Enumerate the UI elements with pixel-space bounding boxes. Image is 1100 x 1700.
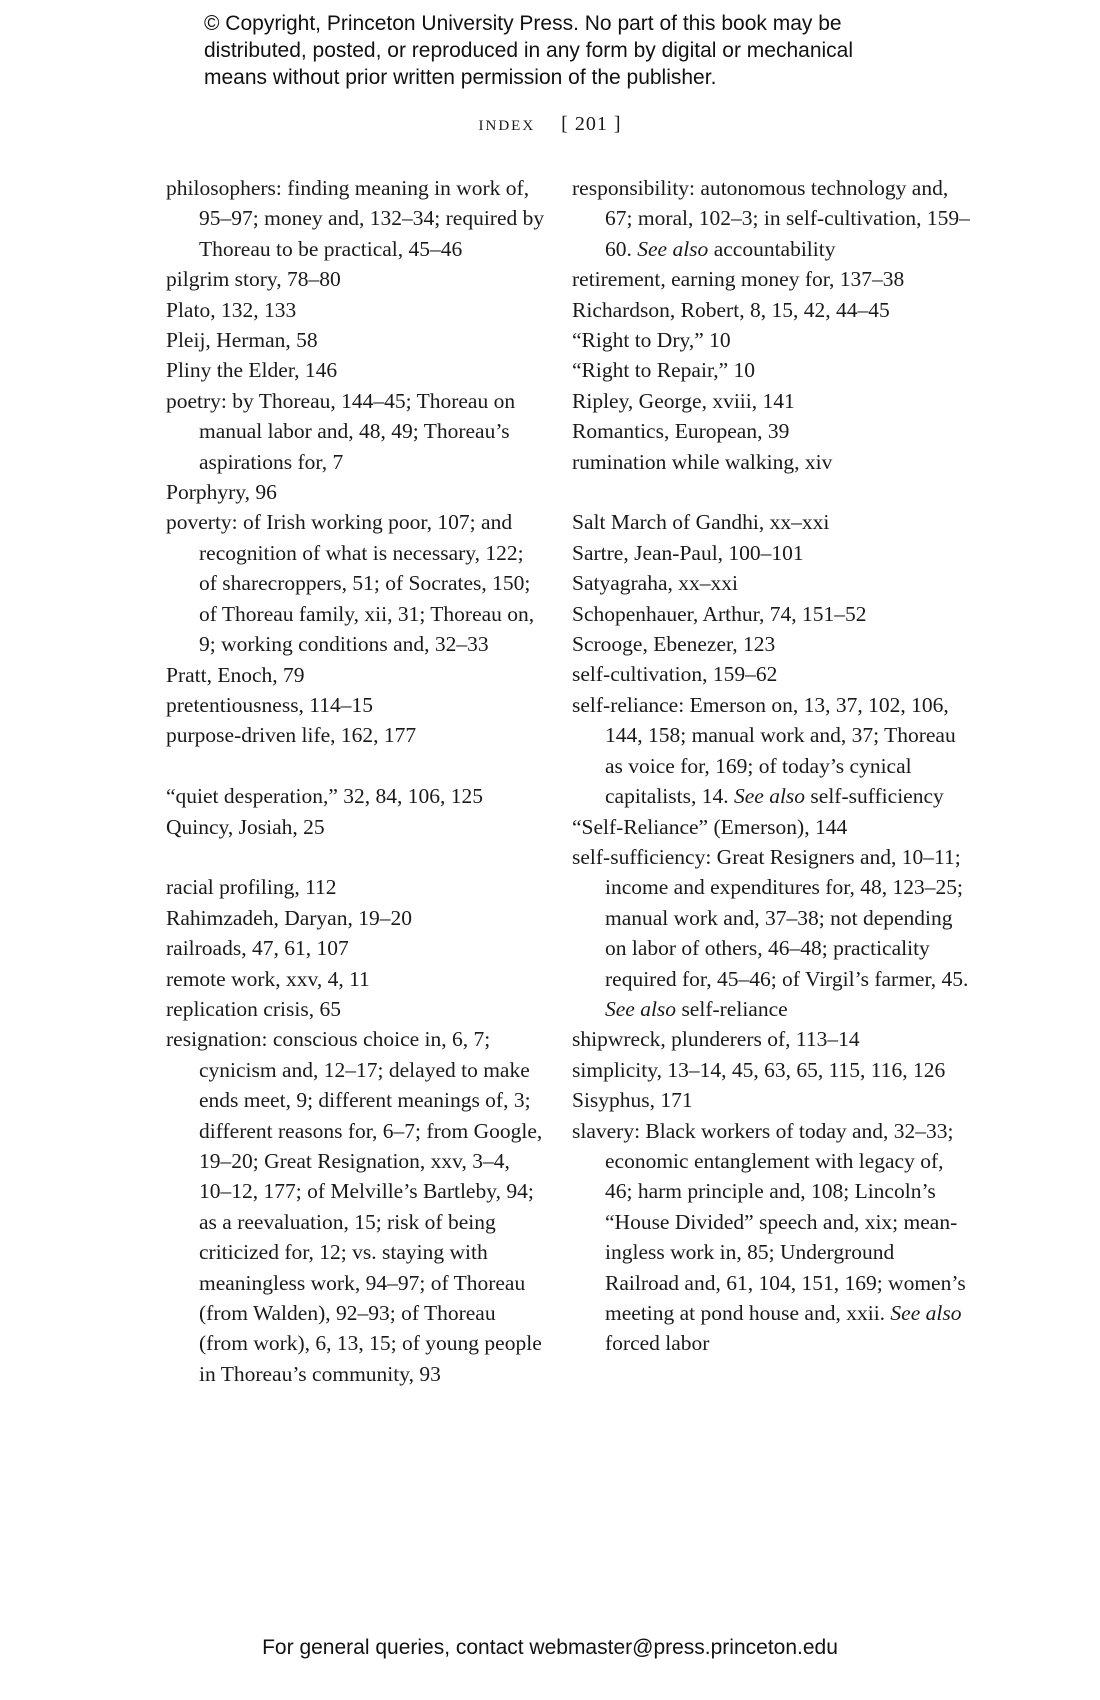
index-entry (166, 994, 546, 1024)
footer-contact: For general queries, contact webmaster@press.princeton.edu (262, 1636, 838, 1659)
index-entry (572, 599, 972, 629)
index-entry (166, 933, 546, 963)
index-entry (166, 781, 546, 811)
index-entry (572, 1024, 972, 1054)
index-entry-text: rumination while walking, xiv (572, 449, 833, 474)
see-also-reference: self-reliance (681, 996, 788, 1021)
index-entry (572, 538, 972, 568)
index-entry-text: slavery: Black workers of today and, 32–33; economic entanglement with legacy of, 46; harm principle and, 108; Lincoln’s “House Divided” speech and, xix; meaningless work in, 85; Underground Railroad and, 61, 104, 151, 169; women’s meeting at pond house and, xxii. (572, 1118, 966, 1326)
index-entry-text: Rahimzadeh, Daryan, 19–20 (166, 905, 412, 930)
index-entry-text: poetry: by Thoreau, 144–45; Thoreau on manual labor and, 48, 49; Thoreau’s aspirations for, 7 (166, 388, 516, 474)
see-also-reference: accountability (713, 236, 836, 261)
index-entry (166, 173, 546, 264)
index-entry (166, 903, 546, 933)
index-entry (166, 1024, 546, 1389)
index-entry (166, 507, 546, 659)
index-entry (572, 812, 972, 842)
index-entry-text: remote work, xxv, 4, 11 (166, 966, 370, 991)
running-head-section: index (478, 110, 536, 135)
index-entry (166, 477, 546, 507)
index-entry-text: self-cultivation, 159–62 (572, 662, 778, 687)
letter-group-gap (166, 751, 546, 781)
index-entry-text: Ripley, George, xviii, 141 (572, 388, 795, 413)
index-entry (572, 659, 972, 689)
index-entry (166, 720, 546, 750)
index-entry (166, 386, 546, 477)
running-head (0, 110, 1100, 136)
index-entry-text: “quiet desperation,” 32, 84, 106, 125 (166, 784, 484, 809)
index-entry (572, 842, 972, 1024)
index-entry (166, 355, 546, 385)
index-entry-text: Richardson, Robert, 8, 15, 42, 44–45 (572, 297, 890, 322)
index-entry-text: Romantics, European, 39 (572, 419, 790, 444)
index-entry (572, 1085, 972, 1115)
index-entry-text: resignation: conscious choice in, 6, 7; cynicism and, 12–17; delayed to make ends meet, 9; different meanings of, 3; different reasons for, 6–7; from Google, 19–20; Great Resignation, xxv, 3–4, 10–12, 177; of Melville’s Bartleby, 94; as a reevaluation, 15; risk of being criticized for, 12; vs. staying with meaningless work, 94–97; of Thoreau (from Walden), 92–93; of Thoreau (from work), 6, 13, 15; of young people in Thoreau’s community, 93 (166, 1027, 543, 1386)
index-entry-text: philosophers: finding meaning in work of, 95–97; money and, 132–34; required by Thoreau to be practical, 45–46 (166, 176, 545, 261)
index-entry-text: Porphyry, 96 (166, 480, 277, 505)
index-entry (572, 568, 972, 598)
index-entry (572, 690, 972, 812)
see-also-label: See also (733, 784, 806, 809)
index-entry-text: railroads, 47, 61, 107 (166, 936, 349, 961)
see-also-label: See also (605, 996, 677, 1021)
index-entry (572, 173, 972, 264)
index-column-left (166, 173, 546, 1389)
index-entry (572, 295, 972, 325)
index-entry-text: “Self-Reliance” (Emerson), 144 (572, 814, 848, 839)
index-entry-text: Pleij, Herman, 58 (166, 328, 318, 353)
index-entry-text: Pliny the Elder, 146 (166, 358, 338, 383)
copyright-notice: © Copyright, Princeton University Press. No part of this book may be distributed, posted, or reproduced in any form by digital or mechanical means without prior written permission of the publisher. (204, 12, 854, 89)
index-entry (572, 507, 972, 537)
index-entry-text: “Right to Repair,” 10 (572, 358, 756, 383)
index-entry (166, 295, 546, 325)
see-also-label: See also (637, 236, 709, 261)
index-entry-text: racial profiling, 112 (166, 875, 337, 900)
index-entry (166, 812, 546, 842)
index-entry (572, 416, 972, 446)
index-entry-text: shipwreck, plunderers of, 113–14 (572, 1027, 860, 1052)
index-entry-text: simplicity, 13–14, 45, 63, 65, 115, 116, 126 (572, 1057, 946, 1082)
see-also-label: See also (890, 1301, 962, 1326)
index-entry (166, 660, 546, 690)
index-entry-text: Plato, 132, 133 (166, 297, 297, 322)
index-entry-text: self-sufficiency: Great Resigners and, 10–11; income and expenditures for, 48, 123–25; manual work and, 37–38; not depending on labor of others, 46–48; practicality required for, 45–46; of Virgil’s farmer, 45. (572, 844, 969, 991)
index-entry (166, 872, 546, 902)
see-also-reference: forced labor (605, 1331, 710, 1356)
index-entry (166, 264, 546, 294)
index-entry-text: Quincy, Josiah, 25 (166, 814, 325, 839)
index-entry (572, 355, 972, 385)
page-number: [ 201 ] (561, 113, 622, 135)
index-entry-text: poverty: of Irish working poor, 107; and recognition of what is necessary, 122; of sharecroppers, 51; of Socrates, 150; of Thoreau family, xii, 31; Thoreau on, 9; working conditions and, 32–33 (166, 510, 535, 657)
index-entry-text: Schopenhauer, Arthur, 74, 151–52 (572, 601, 867, 626)
index-entry-text: Salt March of Gandhi, xx–xxi (572, 510, 830, 535)
index-entry (572, 629, 972, 659)
index-entry-text: responsibility: autonomous technology and, 67; moral, 102–3; in self-cultivation, 159–60. (572, 176, 970, 261)
index-column-right (572, 173, 972, 1359)
index-entry-text: self-reliance: Emerson on, 13, 37, 102, 106, 144, 158; manual work and, 37; Thoreau as voice for, 169; of today’s cynical capitalists, 14. (572, 692, 956, 809)
index-entry-text: “Right to Dry,” 10 (572, 328, 731, 353)
index-entry (166, 690, 546, 720)
index-entry (572, 1116, 972, 1359)
index-entry (166, 325, 546, 355)
index-entry (572, 1055, 972, 1085)
index-entry (166, 964, 546, 994)
index-entry-text: retirement, earning money for, 137–38 (572, 267, 905, 292)
index-entry (572, 386, 972, 416)
index-entry-text: pretentiousness, 114–15 (166, 692, 374, 717)
index-entry-text: Sartre, Jean-Paul, 100–101 (572, 540, 804, 565)
index-entry-text: Sisyphus, 171 (572, 1088, 693, 1113)
index-entry-text: replication crisis, 65 (166, 996, 341, 1021)
index-entry (572, 264, 972, 294)
index-entry-text: Pratt, Enoch, 79 (166, 662, 305, 687)
index-entry (572, 447, 972, 477)
letter-group-gap (166, 842, 546, 872)
index-entry-text: Satyagraha, xx–xxi (572, 571, 738, 596)
index-entry-text: purpose-driven life, 162, 177 (166, 723, 417, 748)
index-entry (572, 325, 972, 355)
index-entry-text: Scrooge, Ebenezer, 123 (572, 632, 776, 657)
see-also-reference: self-sufficiency (810, 784, 944, 809)
letter-group-gap (572, 477, 972, 507)
index-entry-text: pilgrim story, 78–80 (166, 267, 341, 292)
